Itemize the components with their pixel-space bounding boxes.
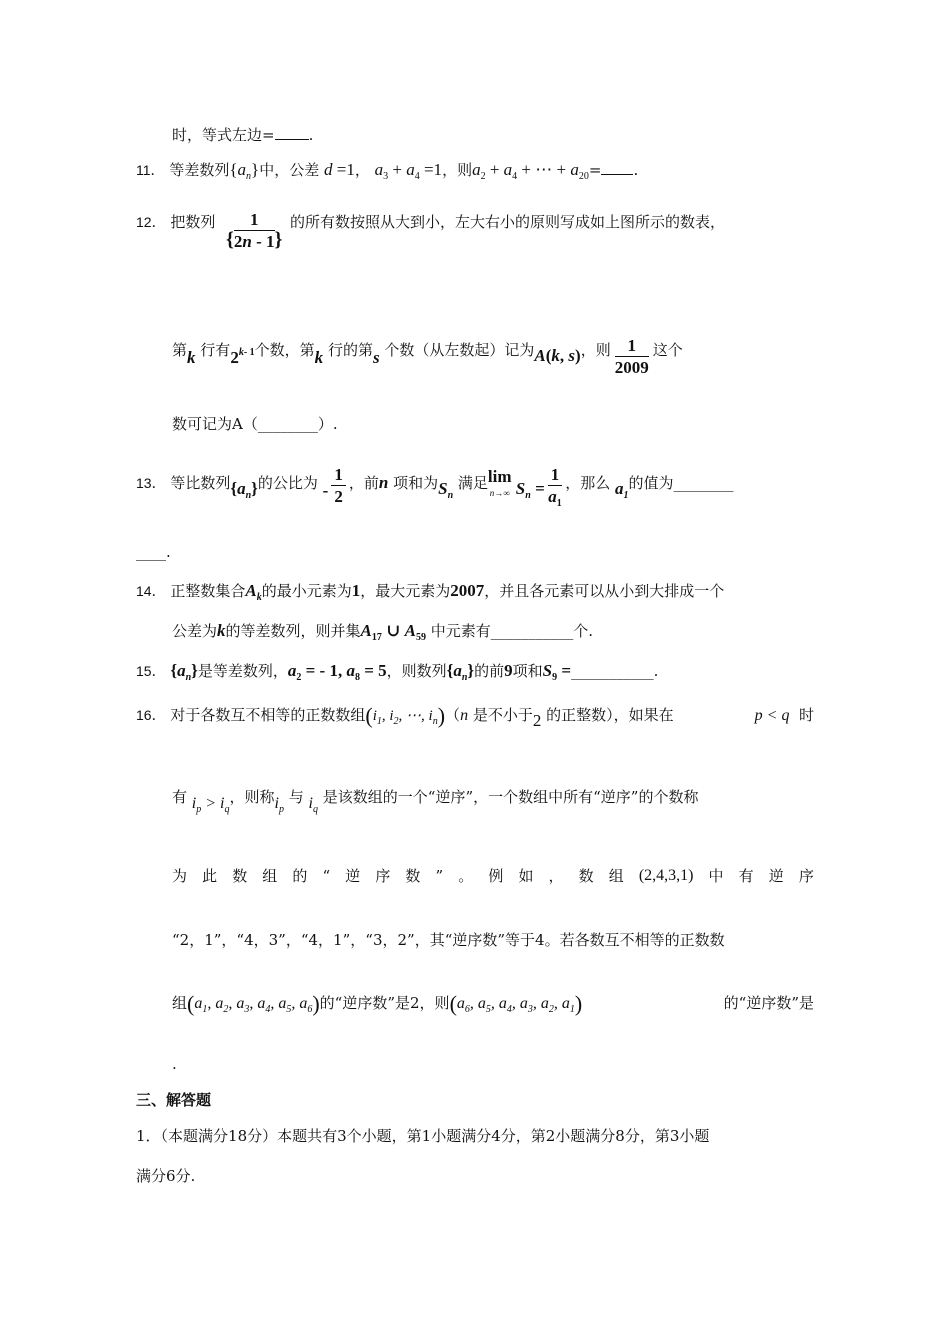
fraction-1-over-2009: $\frac{1}{2009}$ bbox=[614, 336, 649, 377]
question-12-line3: 数可记为A（________）. bbox=[172, 415, 338, 433]
problem-1-line1: 1．（本题满分18分）本题共有3个小题，第1小题满分4分，第2小题满分8分，第3小题 bbox=[136, 1127, 710, 1145]
section-heading: 三、解答题 bbox=[136, 1091, 212, 1109]
question-16-line2: 有 $i_p > i_q$，则称$i_p$ 与 $i_q$ 是该数组的一个“逆序”，一个数组中所有“逆序”的个数称 bbox=[172, 788, 699, 815]
question-14-line2: 公差为k的等差数列，则并集$A_{17}$ ∪ $A_{59}$ 中元素有___________个. bbox=[172, 621, 594, 643]
q10-tail: 时，等式左边= . bbox=[172, 126, 314, 144]
example-tuple: (2,4,3,1) bbox=[638, 867, 694, 884]
question-16-line1: 16． 对于各数互不相等的正数数组($i_1$, $i_2$, ⋯, $i_n)(n$ 是不小于2 的正整数），如果在 p < q 时 bbox=[136, 703, 814, 730]
answer-blank bbox=[275, 125, 309, 140]
question-14: 14． 正整数集合$A_k$的最小元素为1，最大元素为2007，并且各元素可以从小到大排成一个 bbox=[136, 581, 725, 603]
formula-d: d bbox=[323, 160, 333, 179]
sequence-fraction: { $\frac{1}{2n - 1}$ } bbox=[226, 210, 283, 251]
formula-a3a4: $a_3 + a_4 =1$ bbox=[374, 160, 443, 182]
limit-expression: lim n→∞ bbox=[487, 467, 512, 498]
problem-1-line2: 满分6分. bbox=[136, 1167, 196, 1185]
question-16-line3: 为 此 数 组 的 “ 逆 序 数 ” 。 例 如 ， 数 组 (2,4,3,1) 中 有 逆 序 bbox=[172, 864, 814, 888]
seq-an: $\{a_n\}$ bbox=[229, 160, 260, 182]
question-12-line2: 第k 行有2$^{k- 1}$个数，第k 行的第s 个数（从左数起）记为A(k, s)，则 $\frac{1}{2009}$ 这个 bbox=[172, 336, 683, 377]
question-16-line6: . bbox=[172, 1055, 177, 1073]
document-page: 时，等式左边= . 11． 等差数列$\{a_n\}$中，公差 d =1， $a_3 + a_4 =1$，则$a_2 + a_4$ + ⋯ + $a_{20}=$ . 12． 把数列 { $\frac{1}{2n - 1}$ } 的所有数按照从大到小，左大右小的原则写成如上图所示的数表， 第k 行有2$^{k- 1}$个数，第k 行的第s 个数（从左数起）记为A(k, s)，则 $\frac{1}{2009}$ 这个 数可记为A（________）. 13． 等比数列$\{a_n\}$的公比为 - $\frac{1}{2}$ ，前n 项和为$S_n$ 满足lim n→∞ $S_n$ = $\frac{1}{a_1}$ ，那么 $a_1$的值为________ ____. 14． 正整数集合$A_k$的最小元素为1，最大元素为2007，并且各元素可以从小到大排成一个 公差为k的等差数列，则并集$A_{17}$ ∪ $A_{59}$ 中元素有___________个. 15． $\{a_n\}$是等差数列，$a_2$ = - 1, $a_8 = 5$，则数列$\{a_n\}$的前9项和$S_9$ =___________. 16． 对于各数互不相等的正数数组($i_1$, $i_2$, ⋯, $i_n)(n$ 是不小于2 的正整数），如果在 p < q 时 有 $i_p > i_q$，则称$i_p$ 与 $i_q$ 是该数组的一个“逆序”，一个数组中所有“逆序”的个数称 为 此 数 组 的 “ 逆 序 数 ” 。 例 如 ， 数 组 (2,4,3,1) 中 有 逆 序 “2，1”，“4，3”，“4，1”，“3，2”，其“逆序数”等于4。若各数互不相等的正数数 组($a_1$, $a_2$, $a_3$, $a_4$, $a_5$, $a_6$)的“逆序数”是2，则($a_6$, $a_5$, $a_4$, $a_3$, $a_2$, $a_1$) 的“逆序数”是 . 三、解答题 1．（本题满分18分）本题共有3个小题，第1小题满分4分，第2小题满分8分，第3小题 满分6分. bbox=[0, 0, 950, 1344]
question-16-line4: “2，1”，“4，3”，“4，1”，“3，2”，其“逆序数”等于4。若各数互不相等的正数数 bbox=[172, 931, 725, 949]
question-11: 11． 等差数列$\{a_n\}$中，公差 d =1， $a_3 + a_4 =1$，则$a_2 + a_4$ + ⋯ + $a_{20}=$ . bbox=[136, 160, 639, 182]
question-13: 13． 等比数列$\{a_n\}$的公比为 - $\frac{1}{2}$ ，前n 项和为$S_n$ 满足lim n→∞ $S_n$ = $\frac{1}{a_1}$ ，那么 $a_1$的值为________ bbox=[136, 465, 734, 509]
formula-sum: $a_2 + a_4$ + ⋯ + $a_{20}$ bbox=[472, 160, 589, 182]
question-12-line1: 12． 把数列 bbox=[136, 213, 216, 231]
answer-blank bbox=[601, 160, 633, 175]
question-15: 15． $\{a_n\}$是等差数列，$a_2$ = - 1, $a_8 = 5$，则数列$\{a_n\}$的前9项和$S_9$ =___________. bbox=[136, 661, 659, 683]
question-13-line2: ____. bbox=[136, 543, 171, 561]
question-16-line5: 组($a_1$, $a_2$, $a_3$, $a_4$, $a_5$, $a_6$)的“逆序数”是2，则($a_6$, $a_5$, $a_4$, $a_3$, $a_2$, $a_1$) 的“逆序数”是 bbox=[172, 991, 814, 1016]
